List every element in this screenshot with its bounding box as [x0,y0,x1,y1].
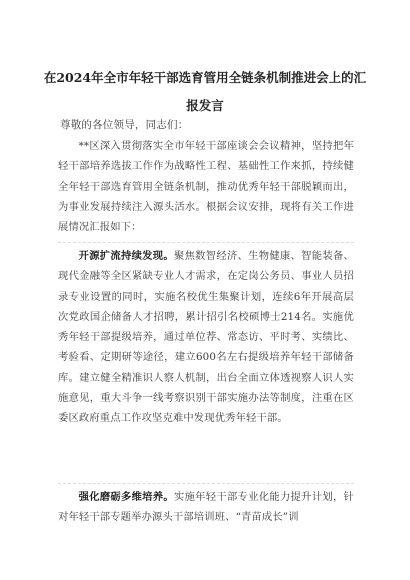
salutation: 尊敬的各位领导，同志们： [60,119,189,131]
paragraph-lead-heading: 开源扩流持续发现。 [78,250,174,262]
document-title-line1: 在2024年全市年轻干部选育管用全链条机制推进会上的汇 [43,70,367,85]
paragraph-text: 实施年轻干部专业化能力提升计划，针对年轻干部专题举办源头干部培训班、“青苗成长”训 [58,491,354,524]
paragraph-open-source [58,246,354,429]
section-divider [58,483,354,484]
document-title [30,64,380,120]
paragraph-intro [58,136,354,237]
document-title-line2: 报发言 [186,98,224,113]
paragraph-text: **区深入贯彻落实全市年轻干部座谈会会议精神，坚持把年轻干部培养选拔工作作为战略性工程、基础性工作来抓，持续健全年轻干部选育管用全链条机制，推动优秀年轻干部脱颖而出，为事业发展持续注入源头活水。根据会议安排，现将有关工作进展情况汇报如下： [58,140,354,234]
paragraph-text: 聚焦数智经济、生物健康、智能装备、现代金融等全区紧缺专业人才需求，在定岗公务员、事业人员招录专业设置的同时，实施名校优生集聚计划，连续6年开展高层次党政国企储备人才招聘，累计招引名校硕博士214名。实施优秀年轻干部提级培养，通过单位荐、常态访、平时考、实绩比、考验看、定期研等途径，建立600名左右提级培养年轻干部储备库。建立健全精准识人察人机制，出台全面立体透视察人识人实施意见，重大斗争一线考察识别干部实施办法等制度，注重在区委区政府重点工作攻坚克难中发现优秀年轻干部。 [58,250,354,425]
paragraph-lead-heading: 强化磨砺多维培养。 [78,491,174,503]
section-divider [58,242,354,243]
paragraph-training [58,487,354,528]
